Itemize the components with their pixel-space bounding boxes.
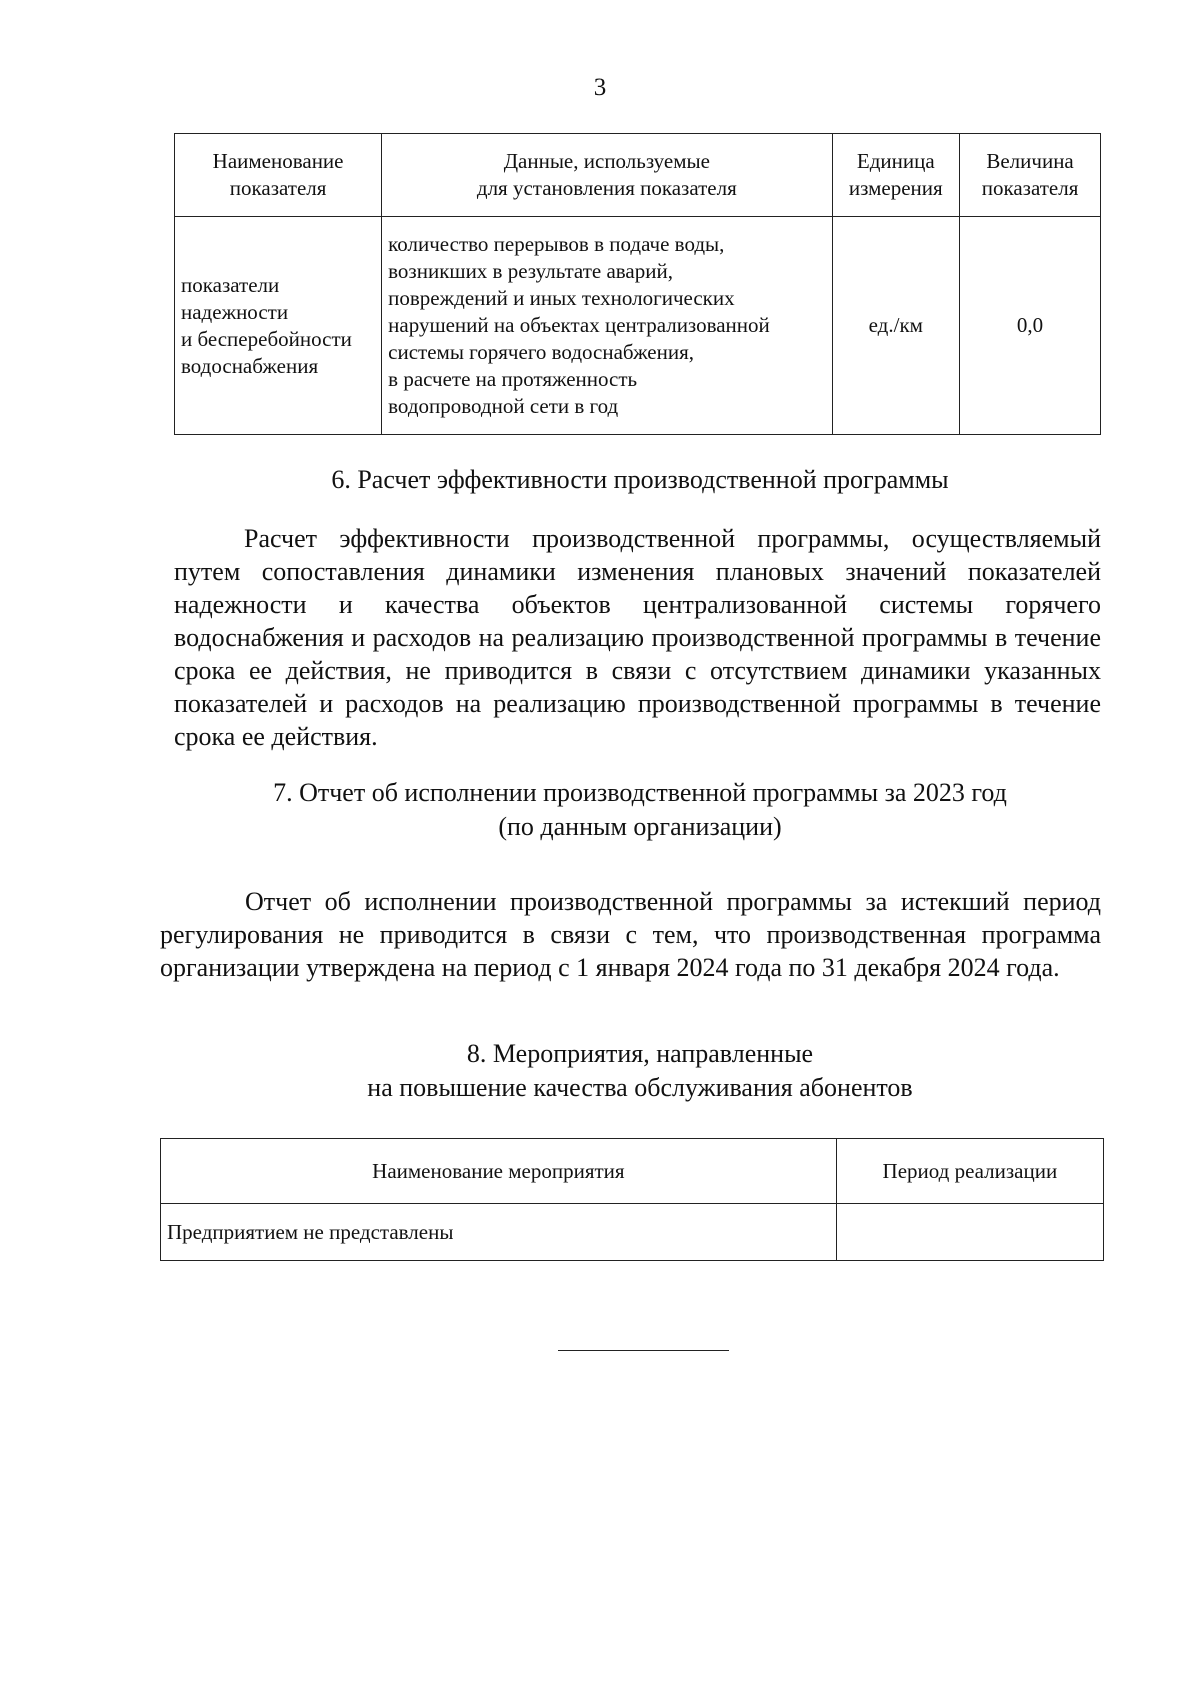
header-unit: Единица измерения bbox=[832, 134, 960, 217]
section-7-heading: 7. Отчет об исполнении производственной программы за 2023 год (по данным организации) bbox=[273, 778, 1007, 841]
header-data-used: Данные, используемые для установления показателя bbox=[382, 134, 832, 217]
measures-table-header-row bbox=[161, 1139, 1104, 1204]
measure-name-cell: Предприятием не представлены bbox=[161, 1204, 837, 1261]
section-7-paragraph: Отчет об исполнении производственной программы за истекший период регулирования не приводится в связи с тем, что производственная программа организации утверждена на период с 1 января 2024 года по 31 декабря 2024 года. bbox=[160, 887, 1101, 982]
header-value: Величина показателя bbox=[960, 134, 1101, 217]
page-number: 3 bbox=[593, 74, 607, 101]
measure-period-cell bbox=[836, 1204, 1103, 1261]
indicator-data-cell: количество перерывов в подаче воды, возникших в результате аварий, повреждений и иных технологических нарушений на объектах централизованной системы горячего водоснабжения, в расчете на протяженность водопроводной сети в год bbox=[382, 217, 832, 435]
indicator-table bbox=[174, 133, 1101, 435]
header-period: Период реализации bbox=[836, 1139, 1103, 1204]
indicator-table-row bbox=[175, 217, 1101, 435]
closing-rule bbox=[558, 1350, 729, 1351]
measures-table-row bbox=[161, 1204, 1104, 1261]
indicator-name-cell: показатели надежности и бесперебойности водоснабжения bbox=[175, 217, 382, 435]
header-indicator-name: Наименование показателя bbox=[175, 134, 382, 217]
section-8-heading: 8. Мероприятия, направленные на повышение качества обслуживания абонентов bbox=[367, 1039, 913, 1102]
section-6-paragraph: Расчет эффективности производственной программы, осуществляемый путем сопоставления динамики изменения плановых значений показателей надежности и качества объектов централизованной системы горячего водоснабжения и расходов на реализацию производственной программы в течение срока ее действия, не приводится в связи с отсутствием динамики указанных показателей и расходов на реализацию производственной программы в течение срока ее действия. bbox=[174, 524, 1101, 751]
section-6-heading: 6. Расчет эффективности производственной программы bbox=[331, 465, 949, 494]
indicator-table-header-row bbox=[175, 134, 1101, 217]
indicator-unit-cell: ед./км bbox=[832, 217, 960, 435]
measures-table bbox=[160, 1138, 1104, 1261]
indicator-value-cell: 0,0 bbox=[960, 217, 1101, 435]
header-measure-name: Наименование мероприятия bbox=[161, 1139, 837, 1204]
